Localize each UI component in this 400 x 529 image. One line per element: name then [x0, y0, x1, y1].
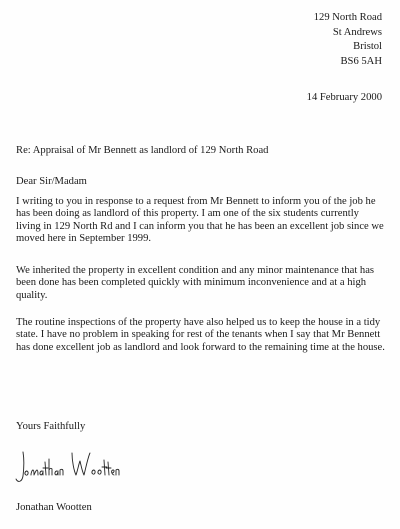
sender-address — [314, 11, 382, 69]
address-line: St Andrews — [332, 26, 382, 38]
address-line: BS6 5AH — [340, 55, 382, 67]
closing: Yours Faithfully — [16, 421, 86, 432]
salutation: Dear Sir/Madam — [16, 176, 87, 187]
handwritten-signature — [14, 448, 124, 488]
body-paragraph: We inherited the property in excellent condition and any minor maintenance that has been done has been completed quickly with minimum inconvenience and at a high quality. — [16, 265, 375, 301]
body-paragraph: The routine inspections of the property have also helped us to keep the house in a tidy state. I have no problem in speaking for rest of the tenants when I say that Mr Bennett has done excellent job as landlord and look forward to the remaining time at the house. — [16, 317, 385, 353]
letter-date: 14 February 2000 — [306, 92, 382, 103]
body-paragraph: I writing to you in response to a request from Mr Bennett to inform you of the job he has been doing as landlord of this property. I am one of the six students currently living in 129 North Rd and I can inform you that he has been an excellent job since we moved here in September 1999. — [16, 196, 384, 245]
address-line: Bristol — [353, 41, 382, 53]
address-line: 129 North Road — [313, 12, 382, 23]
signatory-name: Jonathan Wootten — [16, 502, 92, 513]
subject-line: Re: Appraisal of Mr Bennett as landlord of 129 North Road — [16, 145, 269, 156]
